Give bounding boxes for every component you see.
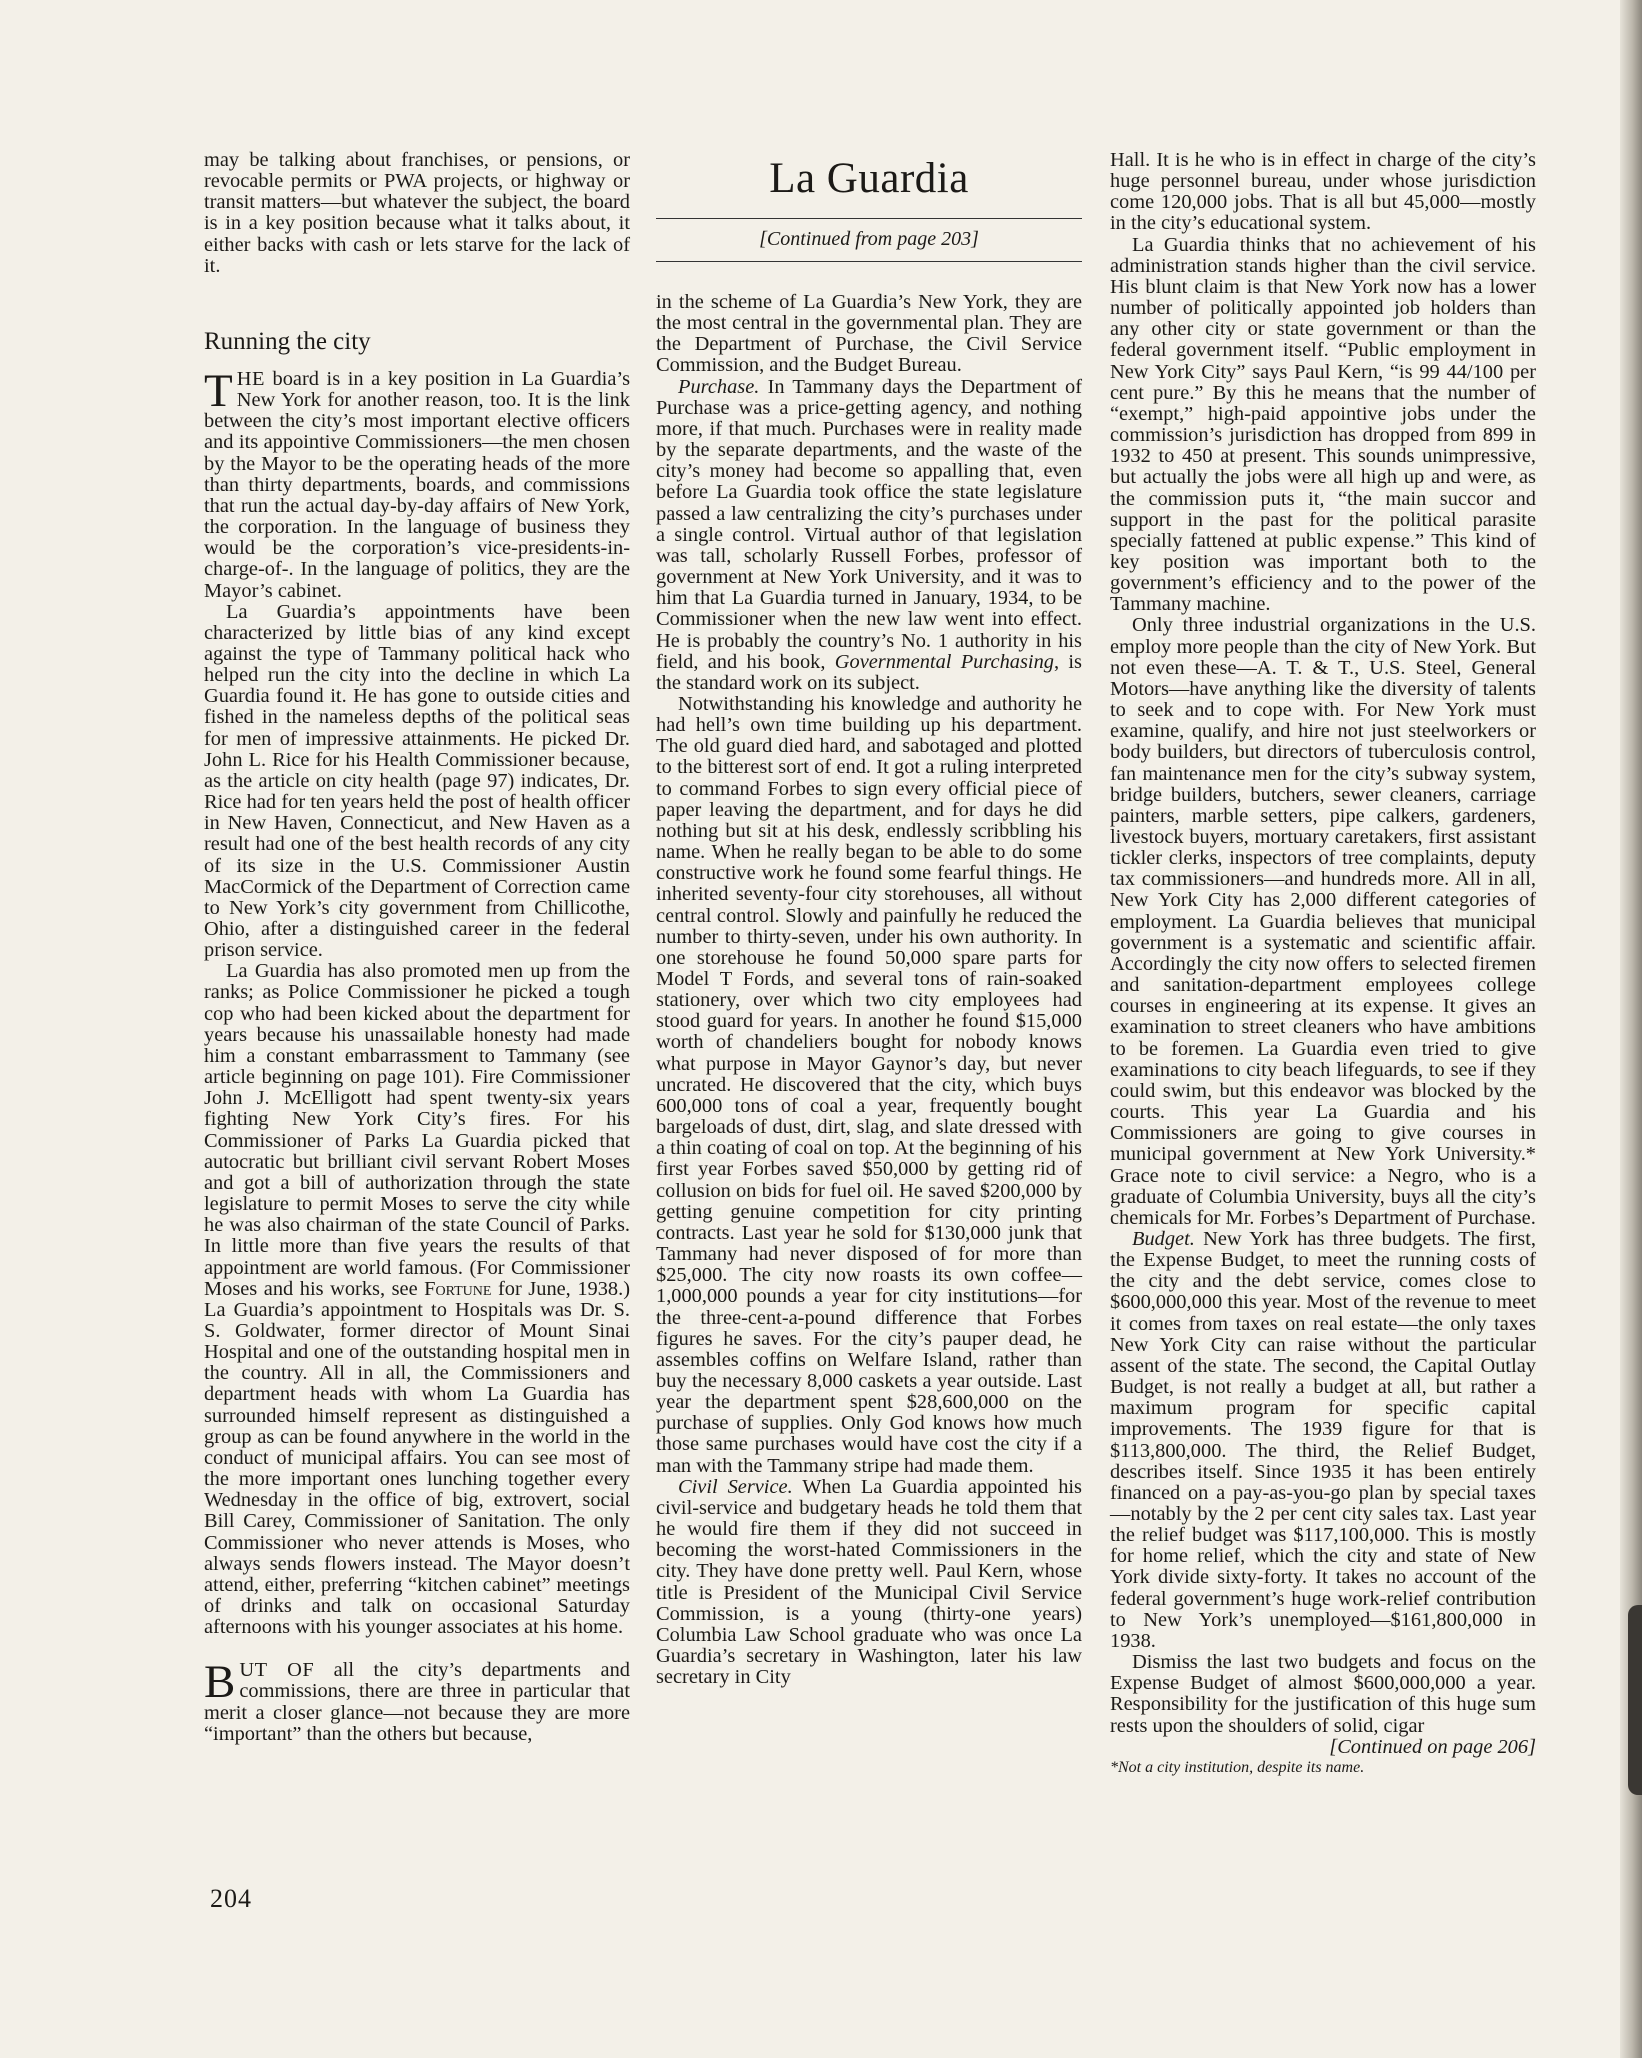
drop-cap: T: [204, 364, 233, 417]
paragraph: [204, 961, 630, 1638]
section-label: Budget.: [1132, 1227, 1195, 1250]
article-title: La Guardia: [769, 155, 969, 202]
article-header: [656, 154, 1082, 262]
paragraph-text: La Guardia has also promoted men up from the ranks; as Police Commissioner he picked a tough cop who had been kicked about the department for years because his unassailable honesty had made him a constant embarrassment to Tammany (see article beginning on page 101). Fire Commissioner John J. McElligott had spent twenty-six years fighting New York City’s fires. For his Commissioner of Parks La Guardia picked that autocratic but brilliant civil servant Robert Moses and got a bill of authorization through the state legislature to permit Moses to serve the city while he was also chairman of the state Council of Parks. In little more than five years the results of that appointment are world famous. (For Commissioner Moses and his works, see: [204, 960, 630, 1300]
subhead: Running the city: [204, 327, 371, 355]
book-title: Governmental Purchasing: [834, 650, 1054, 673]
paragraph-text: When La Guardia appointed his civil-service and budgetary heads he told them that he would fire them if they did not succeed in becoming the worst-hated Commissioners in the city. They have done pretty well. Paul Kern, whose title is President of the Municipal Civil Service Commission, is a young (thirty-one years) Columbia Law School graduate who was once La Guardia’s secretary in Washington, later his law secretary in City: [656, 1475, 1082, 1689]
paragraph: Dismiss the last two budgets and focus on the Expense Budget of almost $600,000,000 a year. Responsibility for the justification of this huge sum rests upon the shoulders of solid, cigar: [1110, 1651, 1536, 1737]
continued-on-text: [Continued on page 206]: [1329, 1735, 1536, 1758]
paragraph: Hall. It is he who is in effect in charge of the city’s huge personnel bureau, under whose jurisdiction come 120,000 jobs. That is all but 45,000—mostly in the city’s educational system.: [1110, 149, 1536, 235]
paragraph: [656, 377, 1082, 694]
title-rule: [656, 218, 1082, 219]
column-3: [1110, 150, 1536, 1778]
paragraph-text: New York has three budgets. The first, the Expense Budget, to meet the running costs of the city and the debt service, comes close to $600,000,000 this year. Most of the revenue to meet it comes from taxes on real estate—the only taxes New York City can raise without the particular assent of the state. The second, the Capital Outlay Budget, is not really a budget at all, but rather a maximum program for specific capital improvements. The 1939 figure for that is $113,800,000. The third, the Relief Budget, describes itself. Since 1935 it has been entirely financed on a pay-as-you-go plan by special taxes—notably by the 2 per cent city sales tax. Last year the relief budget was $117,100,000. This is mostly for home relief, which the city and state of New York divide sixty-forty. It takes no account of the federal government’s huge work-relief contribution to New York’s unemployed—$161,800,000 in 1938.: [1110, 1227, 1536, 1652]
section-label: Purchase.: [678, 375, 760, 398]
paragraph-text: all the city’s departments and commissions, there are three in particular that merit a closer glance—not because they are more “important” than the others but because,: [204, 1659, 630, 1745]
paragraph-text: for June, 1938.) La Guardia’s appointment to Hospitals was Dr. S. S. Goldwater, former director of Mount Sinai Hospital and one of the outstanding hospital men in the country. All in all, the Commissioners and department heads with whom La Guardia has surrounded himself represent as distinguished a group as can be found anywhere in the world in the conduct of municipal affairs. You can see most of the more important ones lunching together every Wednesday in the office of big, extrovert, social Bill Carey, Commissioner of Sanitation. The only Commissioner who never attends is Moses, who always sends flowers instead. The Mayor doesn’t attend, either, preferring “kitchen cabinet” meetings of drinks and talk on occasional Saturday afternoons with his younger associates at his home.: [204, 1277, 630, 1639]
magazine-name: Fortune: [424, 1277, 492, 1300]
paragraph: Only three industrial organizations in the U.S. employ more people than the city of New York. But not even these—A. T. & T., U.S. Steel, General Motors—have anything like the diversity of talents to seek and to cope with. For New York must examine, qualify, and hire not just steelworkers or body builders, but directors of tuberculosis control, fan maintenance men for the city’s subway system, bridge builders, butchers, sewer cleaners, carriage painters, marble setters, pipe calkers, gardeners, livestock buyers, mortuary caretakers, first assistant tickler clerks, inspectors of tree complaints, deputy tax commissioners—and hundreds more. All in all, New York City has 2,000 different categories of employment. La Guardia believes that municipal government is a systematic and scientific affair. Accordingly the city now offers to selected firemen and sanitation-department employees college courses in engineering at its expense. It gives an examination to street cleaners who have ambitions to be foremen. La Guardia even tried to give examinations to city beach lifeguards, to see if they could swim, but this endeavor was blocked by the courts. This year La Guardia and his Commissioners are going to give courses in municipal government at New York University.* Grace note to civil service: a Negro, who is a graduate of Columbia University, buys all the city’s chemicals for Mr. Forbes’s Department of Purchase.: [1110, 614, 1536, 1229]
paragraph: [1110, 1229, 1536, 1652]
lead-in: HE: [236, 367, 265, 390]
paragraph: Notwithstanding his knowledge and authority he had hell’s own time building up his department. The old guard died hard, and sabotaged and plotted to the bitterest sort of end. It got a ruling interpreted to command Forbes to sign every official piece of paper leaving the department, and for days he did nothing but sit at his desk, endlessly scribbling his name. When he really began to be able to do some constructive work he found some fearful things. He inherited seventy-four city storehouses, all without central control. Slowly and painfully he reduced the number to thirty-seven, under his own authority. In one storehouse he found 50,000 spare parts for Model T Fords, and several tons of rain-soaked stationery, over which two city employees had stood guard for years. In another he found $15,000 worth of chandeliers bought for nobody knows what purpose in Mayor Gaynor’s day, but never uncrated. He discovered that the city, which buys 600,000 tons of coal a year, frequently bought bargeloads of dust, dirt, slag, and slate dressed with a thin coating of coal on top. At the beginning of his first year Forbes saved $50,000 by getting rid of collusion on bids for fuel oil. He saved $200,000 by getting genuine competition for city printing contracts. Last year he sold for $130,000 junk that Tammany had never disposed of for more than $25,000. The city now roasts its own coffee—1,000,000 pounds a year for city institutions—for the three-cent-a-pound difference that Forbes figures he saves. For the city’s pauper dead, he assembles coffins on Welfare Island, rather than buy the necessary 8,000 caskets a year outside. Last year the department spent $28,600,000 on the purchase of supplies. Only God knows how much those same purchases would have cost the city if a man with the Tammany stripe had made them.: [656, 692, 1082, 1477]
footnote: *Not a city institution, despite its name.: [1110, 1758, 1365, 1776]
section-label: Civil Service.: [678, 1475, 793, 1498]
paragraph: may be talking about franchises, or pensions, or revocable permits or PWA projects, or highway or transit matters—but whatever the subject, the board is in a key position because what it talks about, it either backs with cash or lets starve for the lack of it.: [204, 149, 630, 277]
drop-cap: B: [204, 1656, 236, 1709]
paragraph: [656, 1477, 1082, 1689]
column-2: [656, 150, 1082, 1688]
page-edge: [1620, 0, 1642, 2058]
lead-in: UT OF: [239, 1659, 315, 1682]
page-tab: [1628, 1605, 1642, 1795]
paragraph-text: In Tammany days the Department of Purchase was a price-getting agency, and nothing more, if that much. Purchases were in reality made by the separate departments, and the waste of the city’s money had become so appalling that, even before La Guardia took office the state legislature passed a law centralizing the city’s purchases under a single control. Virtual author of that legislation was tall, scholarly Russell Forbes, professor of government at New York University, and it was to him that La Guardia turned in January, 1934, to be Commissioner when the new law went into effect. He is probably the country’s No. 1 authority in his field, and his book,: [656, 375, 1082, 673]
paragraph: in the scheme of La Guardia’s New York, they are the most central in the governmental plan. They are the Department of Purchase, the Civil Service Commission, and the Budget Bureau.: [656, 291, 1082, 377]
paragraph: [204, 364, 630, 602]
paragraph: La Guardia thinks that no achievement of his administration stands higher than the civil service. His blunt claim is that New York now has a lower number of politically appointed job holders than any other city or state government or than the federal government itself. “Public employment in New York City” says Paul Kern, “is 99 44/100 per cent pure.” By this he means that the number of “exempt,” high-paid appointive jobs under the commission’s jurisdiction has dropped from 899 in 1932 to 450 at present. This sounds unimpressive, but actually the jobs were all high up and were, as the commission puts it, “the main succor and support in the past for the political parasite specially fattened at public expense.” This kind of key position was important both to the government’s efficiency and to the power of the Tammany machine.: [1110, 233, 1536, 616]
continued-on: [1110, 1737, 1536, 1758]
continued-from: [Continued from page 203]: [759, 228, 979, 250]
paragraph-text: , is the standard work on its subject.: [656, 650, 1082, 694]
paragraph: La Guardia’s appointments have been characterized by little bias of any kind except against the type of Tammany political hack who helped run the city into the decline in which La Guardia found it. He has gone to outside cities and fished in the nameless depths of the political seas for men of impressive attainments. He picked Dr. John L. Rice for his Health Commissioner because, as the article on city health (page 97) indicates, Dr. Rice had for ten years held the post of health officer in New Haven, Connecticut, and New Haven as a result had one of the best health records of any city of its size in the U.S. Commissioner Austin MacCormick of the Department of Correction came to New York’s city government from Chillicothe, Ohio, after a distinguished career in the federal prison service.: [204, 600, 630, 962]
page-number: 204: [210, 1884, 252, 1913]
column-1: [204, 150, 630, 1745]
paragraph: [204, 1656, 630, 1745]
paragraph-text: board is in a key position in La Guardia’s New York for another reason, too. It is the link between the city’s most important elective officers and its appointive Commissioners—the men chosen by the Mayor to be the operating heads of the more than thirty departments, boards, and commissions that run the actual day-by-day affairs of New York, the corporation. In the language of business they would be the corporation’s vice-presidents-in-charge-of-. In the language of politics, they are the Mayor’s cabinet.: [204, 367, 630, 602]
